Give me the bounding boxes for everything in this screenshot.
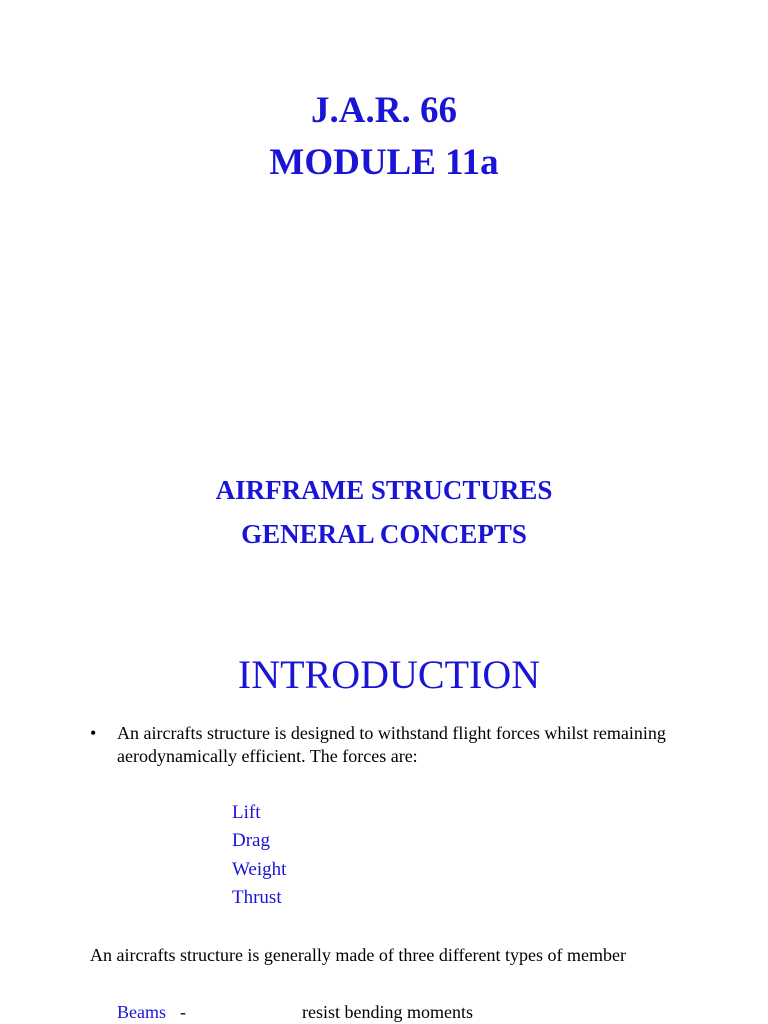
subtitle-line2: GENERAL CONCEPTS <box>241 519 527 549</box>
member-name: Beams <box>117 1002 166 1022</box>
force-item: Weight <box>232 859 287 880</box>
member-description: resist bending moments <box>302 1002 473 1022</box>
paragraph-text: An aircrafts structure is generally made of three different types of member <box>90 945 626 965</box>
member-dash: - <box>180 1002 186 1022</box>
document-title-line2: MODULE 11a <box>269 142 499 183</box>
bullet-icon: • <box>90 723 97 743</box>
force-item: Thrust <box>232 887 282 908</box>
bullet-text: An aircrafts structure is designed to withstand flight forces whilst remaining aerodynamically efficient. The forces are: <box>117 723 666 766</box>
force-item: Lift <box>232 802 261 823</box>
document-title-line1: J.A.R. 66 <box>311 90 457 131</box>
force-item: Drag <box>232 830 270 851</box>
subtitle-line1: AIRFRAME STRUCTURES <box>215 475 553 505</box>
section-heading: INTRODUCTION <box>237 652 541 697</box>
